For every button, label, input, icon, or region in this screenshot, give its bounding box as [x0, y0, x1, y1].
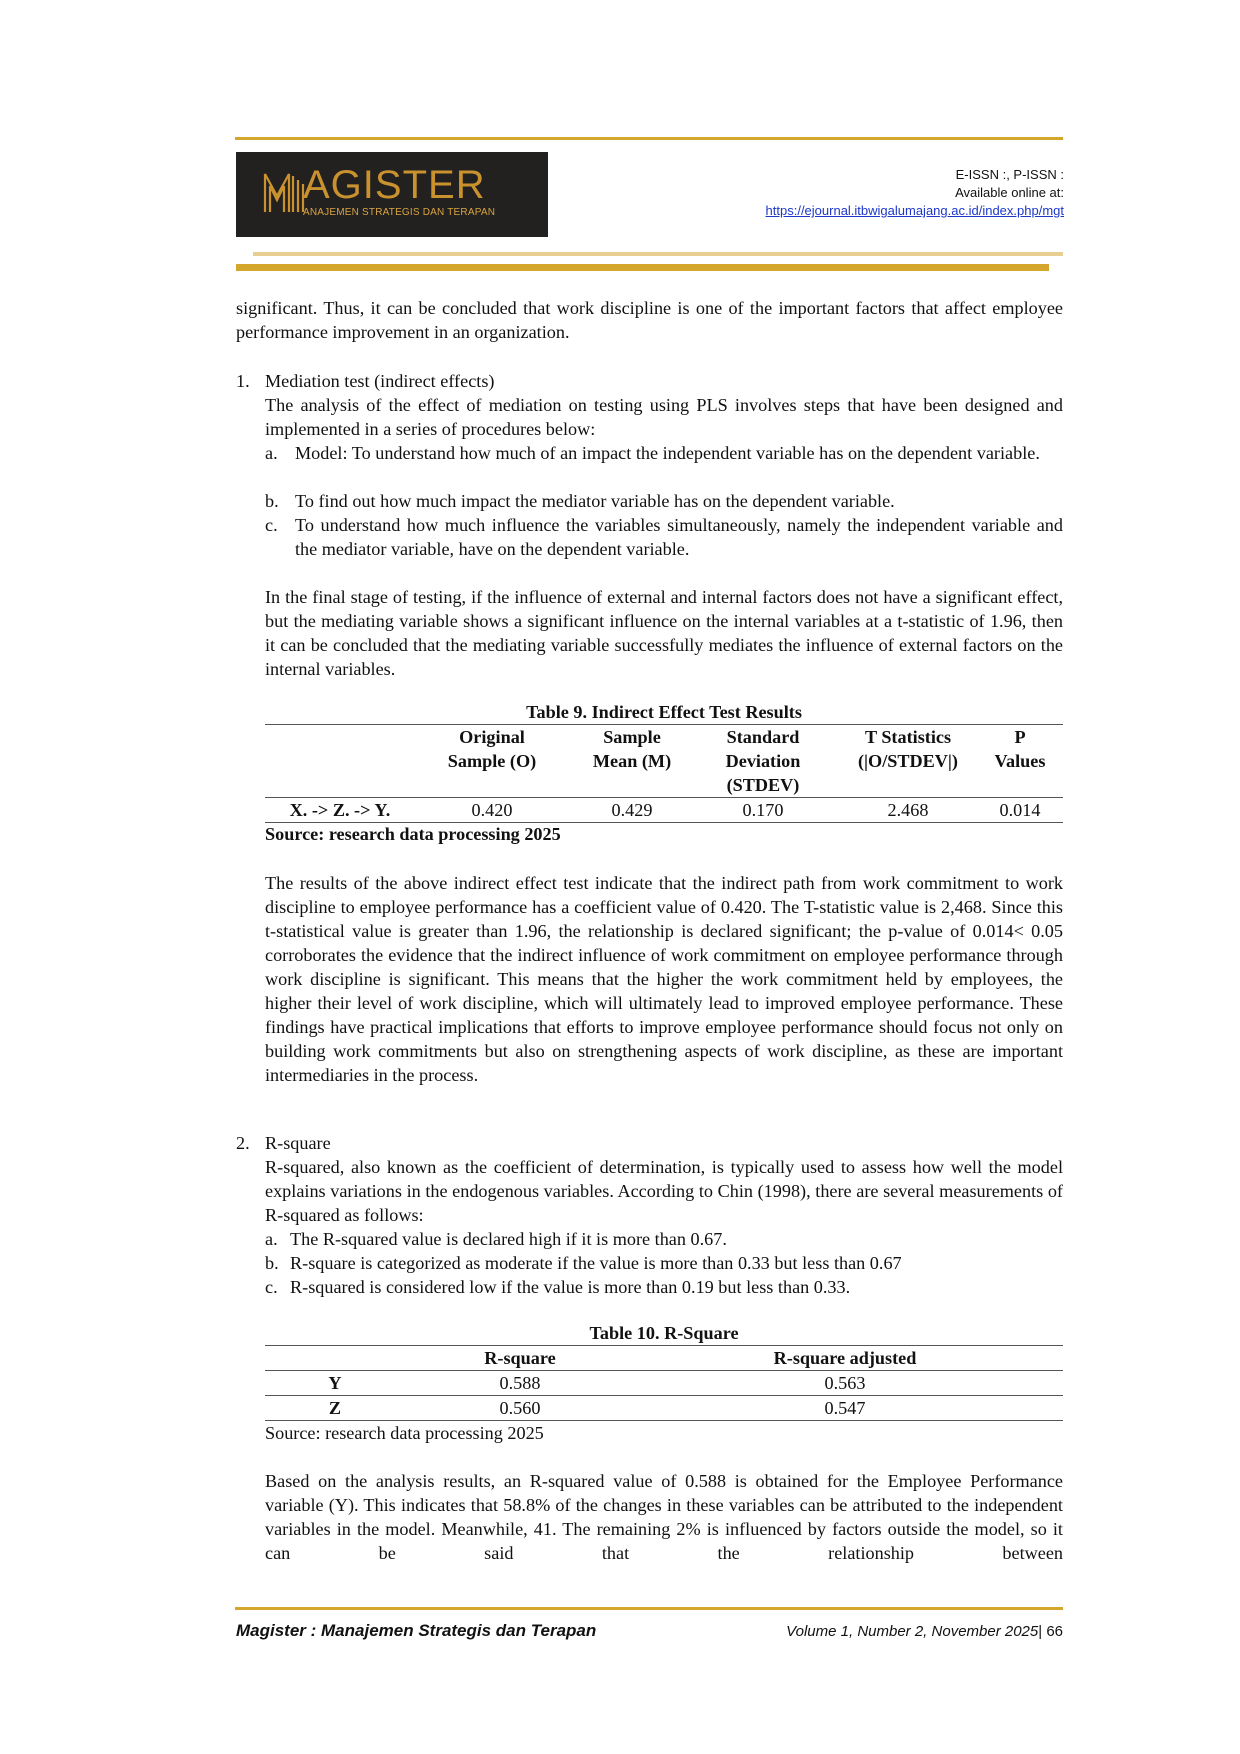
- table-9-cell: 0.170: [742, 800, 784, 820]
- table-10-title: Table 10. R-Square: [589, 1323, 739, 1343]
- table-9-header-original: Original Sample (O): [447, 727, 537, 771]
- table-10-cell: 0.588: [499, 1373, 541, 1393]
- table-10-source: Source: research data processing 2025: [265, 1423, 544, 1443]
- section-1-paragraph: In the final stage of testing, if the influence of external and internal factors does not have a significant effect, but the mediating variable shows a significant influence on the internal variables at a t-statistic of 1.96, then it can be concluded that the mediating variable successfully mediates the influence of external factors on the internal variables.: [265, 587, 1063, 679]
- list-item-text: R-squared is considered low if the value is more than 0.19 but less than 0.33.: [290, 1277, 851, 1297]
- table-9-header-p-values: P Values: [994, 727, 1046, 771]
- list-item-text: To find out how much impact the mediator variable has on the dependent variable.: [295, 491, 895, 511]
- table-9-cell: 0.014: [999, 800, 1041, 820]
- available-online-line: Available online at:: [955, 185, 1064, 200]
- journal-info: [766, 166, 1064, 220]
- table-9-header-stdev: Standard Deviation (STDEV): [725, 727, 801, 795]
- list-item-text: R-square is categorized as moderate if the value is more than 0.33 but less than 0.67: [290, 1253, 902, 1273]
- table-9-header-sample-mean: Sample Mean (M): [592, 727, 672, 771]
- table-9-cell: 0.420: [471, 800, 513, 820]
- footer-issue-info: [786, 1621, 1063, 1643]
- footer-rule: [235, 1607, 1063, 1610]
- section-1-heading: Mediation test (indirect effects): [265, 371, 495, 391]
- table-9-discussion-paragraph: The results of the above indirect effect test indicate that the indirect path from work commitment to work discipline to employee performance has a coefficient value of 0.420. The T-statistic value is 2,468. Since this t-statistical value is greater than 1.96, the relationship is declared significant; the p-value of 0.014< 0.05 corroborates the evidence that the indirect influence of work commitment on employee performance through work discipline is significant. This means that the higher the work commitment held by employees, the higher their level of work discipline, which will ultimately lead to improved employee performance. These findings have practical implications that efforts to improve employee performance should focus not only on building work commitments but also on strengthening aspects of work discipline, as these are important intermediaries in the process.: [265, 873, 1063, 1085]
- list-item-text: The R-squared value is declared high if it is more than 0.67.: [290, 1229, 727, 1249]
- table-9-row-label: X. -> Z. -> Y.: [289, 800, 391, 820]
- table-10-row-label: Y: [328, 1373, 342, 1393]
- section-1-number: 1.: [236, 371, 250, 391]
- journal-url-link[interactable]: https://ejournal.itbwigalumajang.ac.id/index.php/mgt: [765, 203, 1064, 218]
- table-10-cell: 0.547: [824, 1398, 866, 1418]
- table-10-cell: 0.560: [499, 1398, 541, 1418]
- table-10-row-label: Z: [328, 1398, 342, 1418]
- table-9-title: Table 9. Indirect Effect Test Results: [526, 702, 802, 722]
- header-top-rule: [235, 137, 1063, 140]
- footer-journal-title: Magister : Manajemen Strategis dan Terapan: [236, 1621, 597, 1640]
- header-rule-bold: [236, 264, 1049, 271]
- logo-m-icon: [263, 170, 305, 216]
- footer-volume: Volume 1, Number 2, November 2025: [786, 1623, 1039, 1640]
- table-10-cell: 0.563: [824, 1373, 866, 1393]
- section-1-intro: The analysis of the effect of mediation on testing using PLS involves steps that have been designed and implemented in a series of procedures below:: [265, 395, 1063, 439]
- list-item-label: c.: [265, 515, 278, 535]
- logo-wordmark: AGISTER: [303, 163, 486, 207]
- list-item-label: b.: [265, 491, 279, 511]
- table-9-cell: 0.429: [611, 800, 653, 820]
- section-2-heading: R-square: [265, 1133, 331, 1153]
- table-10-header-r-square-adjusted: R-square adjusted: [773, 1348, 917, 1368]
- issn-line: E-ISSN :, P-ISSN :: [955, 167, 1064, 182]
- table-10-header-r-square: R-square: [484, 1348, 556, 1368]
- final-paragraph: Based on the analysis results, an R-squared value of 0.588 is obtained for the Employee Performance variable (Y). This indicates that 58.8% of the changes in these variables can be attributed to the independent variables in the model. Meanwhile, 41. The remaining 2% is influenced by factors outside the model, so it can be said that the relationship between: [265, 1471, 1063, 1563]
- logo-subtitle: ANAJEMEN STRATEGIS DAN TERAPAN: [303, 207, 496, 218]
- lead-paragraph: significant. Thus, it can be concluded that work discipline is one of the important factors that affect employee performance improvement in an organization.: [236, 298, 1063, 342]
- list-item-label: a.: [265, 443, 278, 463]
- list-item-label: a.: [265, 1229, 278, 1249]
- list-item-label: c.: [265, 1277, 278, 1297]
- section-2-number: 2.: [236, 1133, 250, 1153]
- table-9-cell: 2.468: [887, 800, 929, 820]
- list-item-label: b.: [265, 1253, 279, 1273]
- list-item-text: Model: To understand how much of an impact the independent variable has on the dependent variable.: [295, 443, 1040, 463]
- footer-page-number: | 66: [1038, 1623, 1063, 1640]
- list-item-text: To understand how much influence the variables simultaneously, namely the independent variable and the mediator variable, have on the dependent variable.: [295, 515, 1063, 559]
- header-rule-light: [253, 252, 1063, 256]
- section-2-intro: R-squared, also known as the coefficient of determination, is typically used to assess how well the model explains variations in the endogenous variables. According to Chin (1998), there are several measurements of R-squared as follows:: [265, 1157, 1063, 1225]
- table-9-source: Source: research data processing 2025: [265, 824, 561, 844]
- table-9-header-t-statistics: T Statistics (|O/STDEV|): [858, 727, 958, 771]
